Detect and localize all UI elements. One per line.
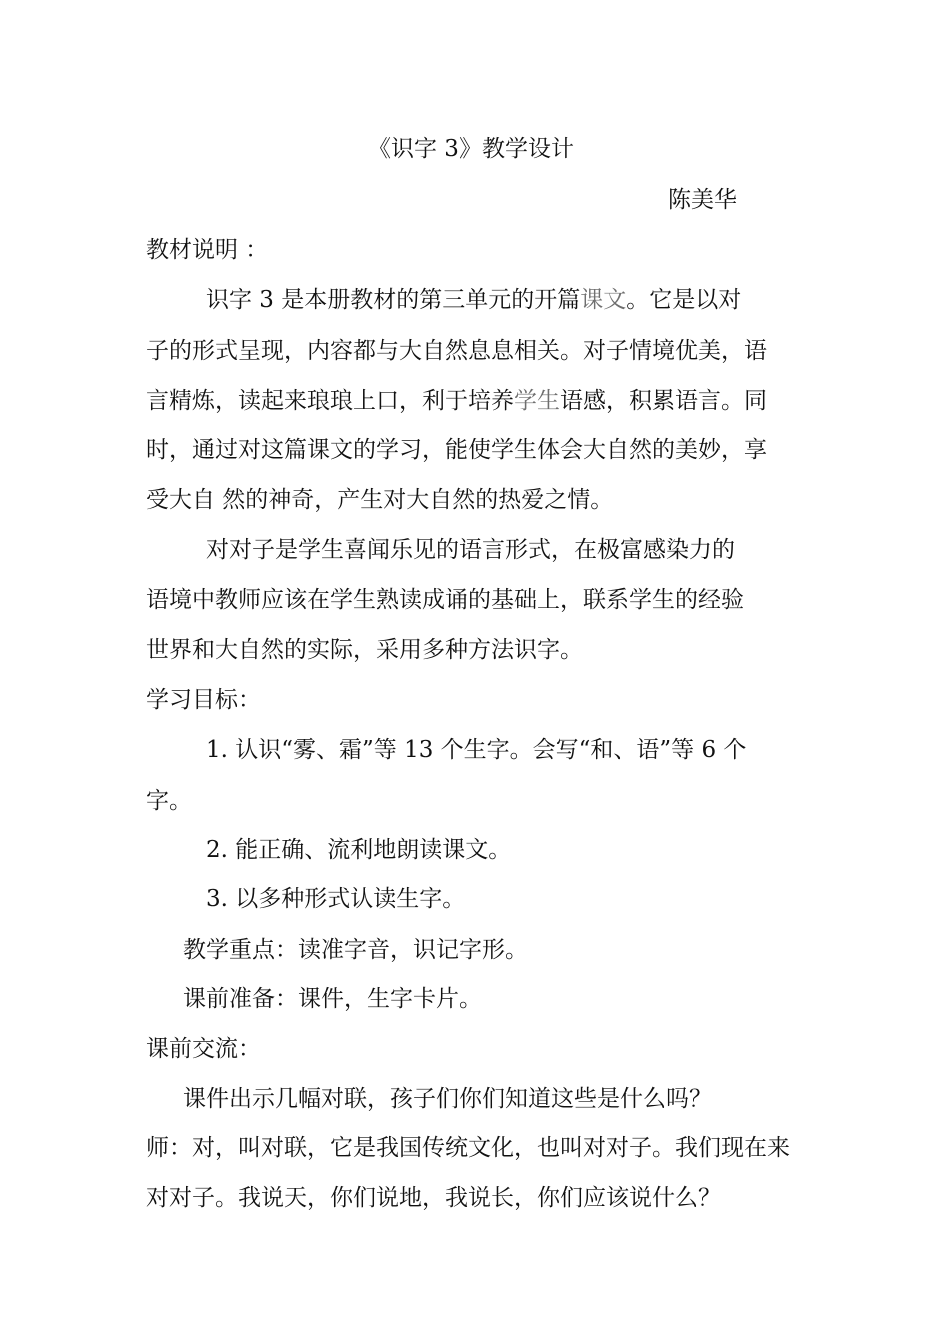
highlighted-text: 课文 <box>580 287 627 313</box>
goal-item: 1. 认识“雾、霜”等 13 个生字。会写“和、语”等 6 个 <box>206 737 747 763</box>
text-run: 识字 3 是本册教材的第三单元的开篇 <box>206 287 581 313</box>
goal-item: 3. 以多种形式认读生字。 <box>206 886 466 912</box>
paragraph-line: 子的形式呈现，内容都与大自然息息相关。对子情境优美，语 <box>146 338 767 364</box>
key-points: 教学重点：读准字音，识记字形。 <box>183 937 528 963</box>
text-run: 言精炼，读起来琅琅上口，利于培养 <box>146 388 514 414</box>
paragraph-line: 时，通过对这篇课文的学习，能使学生体会大自然的美妙，享 <box>146 437 767 463</box>
goal-item-continuation: 字。 <box>146 788 192 814</box>
section-heading-goals: 学习目标： <box>146 687 261 713</box>
paragraph-line: 对对子是学生喜闻乐见的语言形式，在极富感染力的 <box>206 537 735 563</box>
preparation: 课前准备：课件，生字卡片。 <box>183 986 482 1012</box>
paragraph-line: 师：对，叫对联，它是我国传统文化，也叫对对子。我们现在来 <box>146 1135 790 1161</box>
paragraph-line: 语境中教师应该在学生熟读成诵的基础上，联系学生的经验 <box>146 587 744 613</box>
goal-item: 2. 能正确、流利地朗读课文。 <box>206 837 512 863</box>
paragraph-line <box>206 285 741 315</box>
author-name: 陈美华 <box>668 187 737 213</box>
paragraph-line <box>146 386 767 416</box>
text-run: 。它是以对 <box>626 287 742 313</box>
paragraph-line: 课件出示几幅对联，孩子们你们知道这些是什么吗？ <box>183 1086 712 1112</box>
paragraph-line: 对对子。我说天，你们说地，我说长，你们应该说什么？ <box>146 1185 721 1211</box>
highlighted-text: 学生 <box>514 388 560 414</box>
text-run: 语感，积累语言。同 <box>560 388 767 414</box>
section-heading-exchange: 课前交流： <box>146 1036 261 1062</box>
document-title: 《识字 3》教学设计 <box>368 136 574 162</box>
section-heading-material: 教材说明 ： <box>146 237 269 263</box>
paragraph-line: 受大自 然的神奇，产生对大自然的热爱之情。 <box>146 487 614 513</box>
paragraph-line: 世界和大自然的实际，采用多种方法识字。 <box>146 637 583 663</box>
